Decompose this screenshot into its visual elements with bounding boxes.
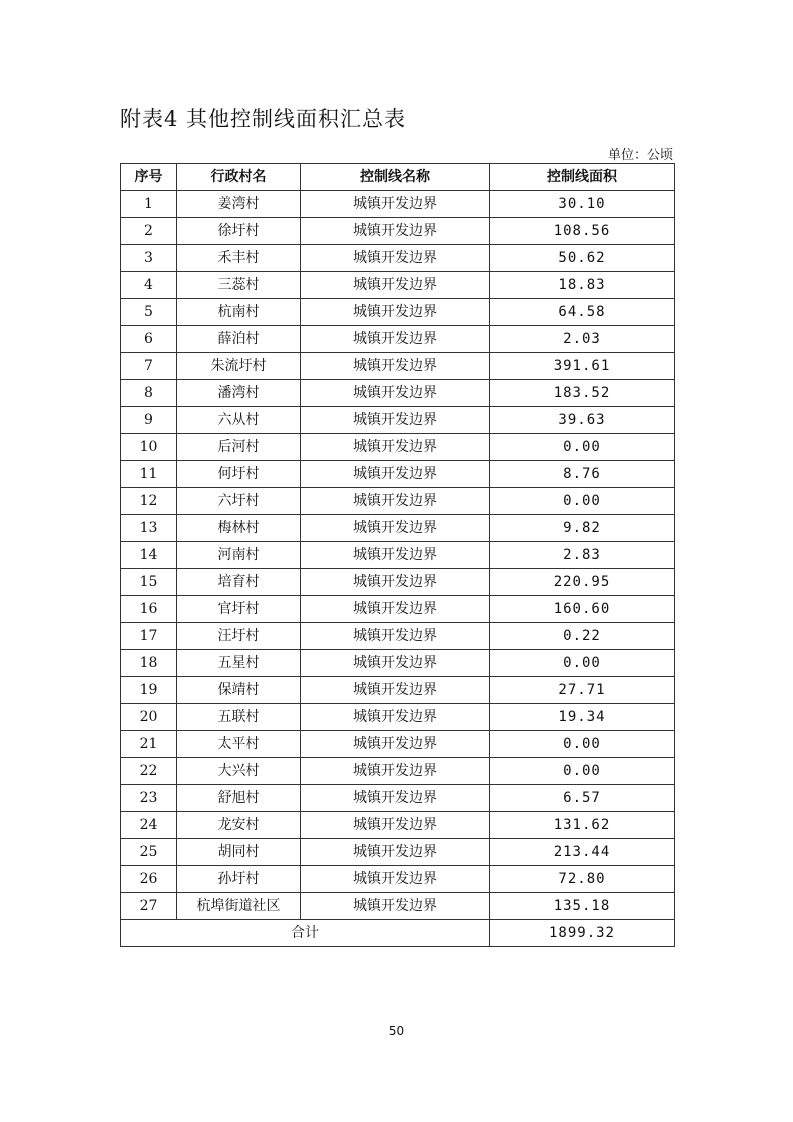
village-cell: 官圩村 [177, 596, 301, 623]
village-cell: 河南村 [177, 542, 301, 569]
village-cell: 杭南村 [177, 299, 301, 326]
area-cell: 39.63 [490, 407, 675, 434]
table-row [121, 569, 675, 596]
seq-cell: 6 [121, 326, 177, 353]
village-cell: 潘湾村 [177, 380, 301, 407]
area-cell: 0.00 [490, 650, 675, 677]
area-cell: 19.34 [490, 704, 675, 731]
total-row [121, 920, 675, 947]
area-cell: 2.03 [490, 326, 675, 353]
table-row [121, 488, 675, 515]
line-name-cell: 城镇开发边界 [301, 380, 490, 407]
seq-cell: 22 [121, 758, 177, 785]
table-row [121, 677, 675, 704]
seq-cell: 3 [121, 245, 177, 272]
village-cell: 三蕊村 [177, 272, 301, 299]
line-name-cell: 城镇开发边界 [301, 488, 490, 515]
area-cell: 64.58 [490, 299, 675, 326]
table-row [121, 704, 675, 731]
village-cell: 保靖村 [177, 677, 301, 704]
village-cell: 杭埠街道社区 [177, 893, 301, 920]
table-row [121, 218, 675, 245]
control-line-area-table [120, 163, 675, 947]
total-label: 合计 [121, 920, 490, 947]
line-name-cell: 城镇开发边界 [301, 191, 490, 218]
table-body [121, 191, 675, 920]
line-name-cell: 城镇开发边界 [301, 353, 490, 380]
table-row [121, 650, 675, 677]
line-name-cell: 城镇开发边界 [301, 299, 490, 326]
table-row [121, 731, 675, 758]
area-cell: 0.00 [490, 488, 675, 515]
header-seq: 序号 [121, 164, 177, 191]
area-cell: 30.10 [490, 191, 675, 218]
village-cell: 梅林村 [177, 515, 301, 542]
line-name-cell: 城镇开发边界 [301, 326, 490, 353]
seq-cell: 20 [121, 704, 177, 731]
line-name-cell: 城镇开发边界 [301, 542, 490, 569]
area-cell: 8.76 [490, 461, 675, 488]
seq-cell: 4 [121, 272, 177, 299]
seq-cell: 10 [121, 434, 177, 461]
table-row [121, 245, 675, 272]
table-row [121, 407, 675, 434]
seq-cell: 23 [121, 785, 177, 812]
line-name-cell: 城镇开发边界 [301, 731, 490, 758]
table-row [121, 785, 675, 812]
seq-cell: 27 [121, 893, 177, 920]
seq-cell: 26 [121, 866, 177, 893]
total-area: 1899.32 [490, 920, 675, 947]
line-name-cell: 城镇开发边界 [301, 893, 490, 920]
village-cell: 孙圩村 [177, 866, 301, 893]
area-cell: 0.00 [490, 731, 675, 758]
table-row [121, 866, 675, 893]
village-cell: 汪圩村 [177, 623, 301, 650]
table-row [121, 326, 675, 353]
line-name-cell: 城镇开发边界 [301, 785, 490, 812]
table-header-row [121, 164, 675, 191]
area-cell: 131.62 [490, 812, 675, 839]
seq-cell: 11 [121, 461, 177, 488]
area-cell: 6.57 [490, 785, 675, 812]
area-cell: 27.71 [490, 677, 675, 704]
village-cell: 徐圩村 [177, 218, 301, 245]
table-row [121, 542, 675, 569]
table-row [121, 893, 675, 920]
table-row [121, 758, 675, 785]
seq-cell: 13 [121, 515, 177, 542]
line-name-cell: 城镇开发边界 [301, 839, 490, 866]
area-cell: 108.56 [490, 218, 675, 245]
table-row [121, 434, 675, 461]
area-cell: 160.60 [490, 596, 675, 623]
line-name-cell: 城镇开发边界 [301, 407, 490, 434]
line-name-cell: 城镇开发边界 [301, 704, 490, 731]
area-cell: 213.44 [490, 839, 675, 866]
village-cell: 六从村 [177, 407, 301, 434]
area-cell: 391.61 [490, 353, 675, 380]
table-row [121, 623, 675, 650]
village-cell: 胡同村 [177, 839, 301, 866]
village-cell: 薛泊村 [177, 326, 301, 353]
village-cell: 培育村 [177, 569, 301, 596]
seq-cell: 9 [121, 407, 177, 434]
table-row [121, 272, 675, 299]
area-cell: 0.00 [490, 434, 675, 461]
seq-cell: 14 [121, 542, 177, 569]
seq-cell: 24 [121, 812, 177, 839]
area-cell: 220.95 [490, 569, 675, 596]
table-row [121, 353, 675, 380]
table-row [121, 191, 675, 218]
table-row [121, 812, 675, 839]
line-name-cell: 城镇开发边界 [301, 515, 490, 542]
village-cell: 太平村 [177, 731, 301, 758]
seq-cell: 21 [121, 731, 177, 758]
seq-cell: 8 [121, 380, 177, 407]
seq-cell: 12 [121, 488, 177, 515]
table-row [121, 461, 675, 488]
area-cell: 135.18 [490, 893, 675, 920]
village-cell: 何圩村 [177, 461, 301, 488]
header-line-name: 控制线名称 [301, 164, 490, 191]
village-cell: 六圩村 [177, 488, 301, 515]
area-cell: 0.22 [490, 623, 675, 650]
line-name-cell: 城镇开发边界 [301, 677, 490, 704]
village-cell: 舒旭村 [177, 785, 301, 812]
line-name-cell: 城镇开发边界 [301, 434, 490, 461]
header-line-area: 控制线面积 [490, 164, 675, 191]
table-row [121, 596, 675, 623]
area-cell: 9.82 [490, 515, 675, 542]
seq-cell: 5 [121, 299, 177, 326]
village-cell: 龙安村 [177, 812, 301, 839]
table-row [121, 299, 675, 326]
area-cell: 50.62 [490, 245, 675, 272]
table-row [121, 515, 675, 542]
area-cell: 72.80 [490, 866, 675, 893]
line-name-cell: 城镇开发边界 [301, 650, 490, 677]
village-cell: 后河村 [177, 434, 301, 461]
village-cell: 五星村 [177, 650, 301, 677]
line-name-cell: 城镇开发边界 [301, 812, 490, 839]
village-cell: 禾丰村 [177, 245, 301, 272]
seq-cell: 19 [121, 677, 177, 704]
line-name-cell: 城镇开发边界 [301, 758, 490, 785]
seq-cell: 17 [121, 623, 177, 650]
line-name-cell: 城镇开发边界 [301, 461, 490, 488]
seq-cell: 15 [121, 569, 177, 596]
line-name-cell: 城镇开发边界 [301, 272, 490, 299]
village-cell: 大兴村 [177, 758, 301, 785]
seq-cell: 18 [121, 650, 177, 677]
seq-cell: 7 [121, 353, 177, 380]
village-cell: 朱流圩村 [177, 353, 301, 380]
village-cell: 姜湾村 [177, 191, 301, 218]
area-cell: 0.00 [490, 758, 675, 785]
unit-label: 单位：公顷 [607, 148, 673, 163]
line-name-cell: 城镇开发边界 [301, 569, 490, 596]
area-cell: 183.52 [490, 380, 675, 407]
line-name-cell: 城镇开发边界 [301, 245, 490, 272]
table-row [121, 380, 675, 407]
page-title: 附表4 其他控制线面积汇总表 [120, 107, 407, 131]
seq-cell: 1 [121, 191, 177, 218]
line-name-cell: 城镇开发边界 [301, 596, 490, 623]
seq-cell: 25 [121, 839, 177, 866]
line-name-cell: 城镇开发边界 [301, 866, 490, 893]
village-cell: 五联村 [177, 704, 301, 731]
area-cell: 2.83 [490, 542, 675, 569]
page-number: 50 [388, 1024, 405, 1038]
line-name-cell: 城镇开发边界 [301, 218, 490, 245]
line-name-cell: 城镇开发边界 [301, 623, 490, 650]
seq-cell: 16 [121, 596, 177, 623]
area-cell: 18.83 [490, 272, 675, 299]
seq-cell: 2 [121, 218, 177, 245]
table-row [121, 839, 675, 866]
header-village: 行政村名 [177, 164, 301, 191]
